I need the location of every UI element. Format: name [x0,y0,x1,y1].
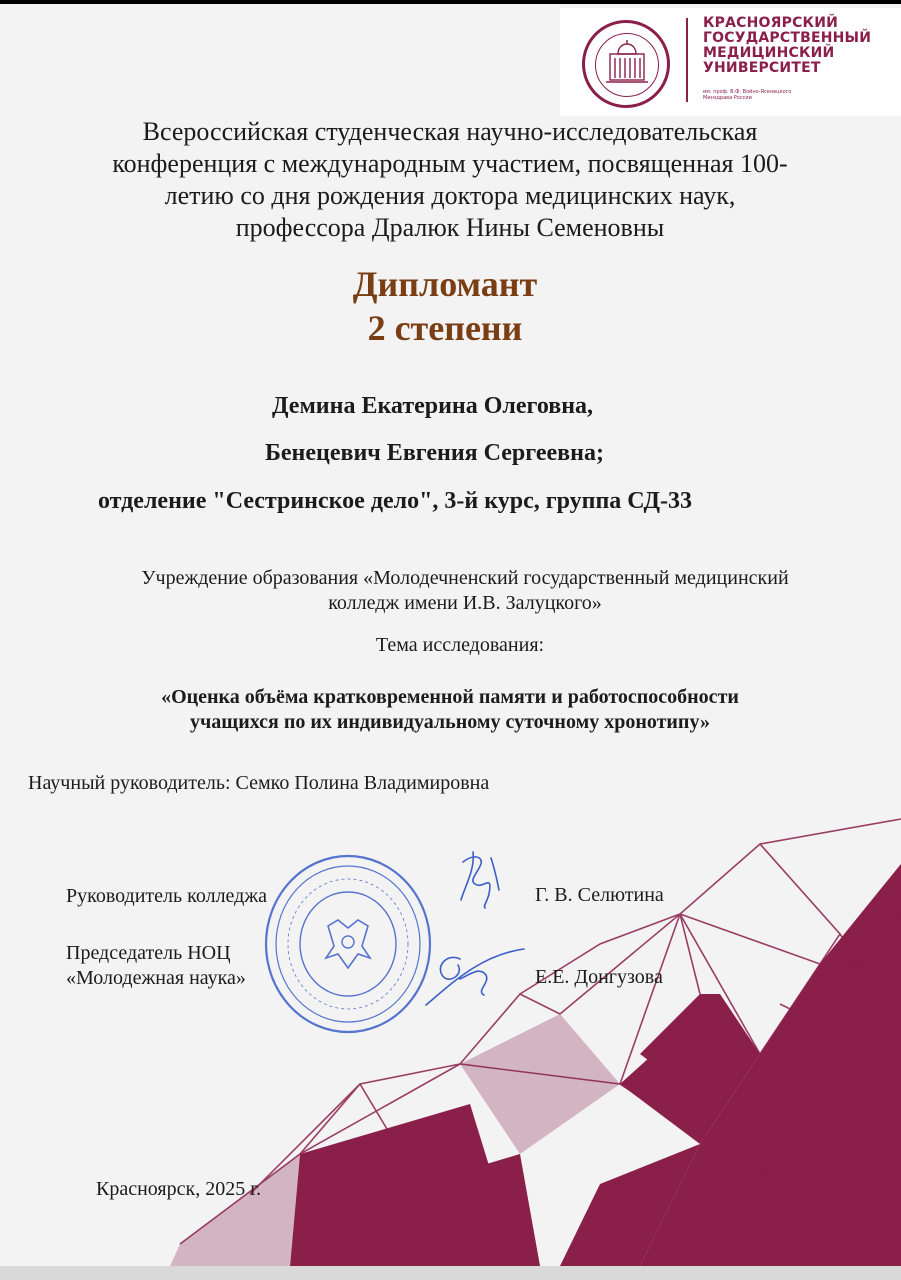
chair-label [66,941,246,991]
award-title-line: Дипломант [352,264,538,304]
official-stamp-icon [262,850,434,1038]
award-title [0,262,890,350]
recipient-name-1: Демина Екатерина Олеговна, [272,393,594,419]
recipient-name-2: Бенецевич Евгения Сергеевна; [265,440,604,466]
research-topic-line: учащихся по их индивидуальному суточному хронотипу» [190,711,710,733]
university-emblem-inner-ring [595,33,659,97]
research-topic [20,685,880,735]
chair-label-line: Председатель НОЦ [66,942,231,964]
building-icon [596,34,658,96]
conference-title-line: летию со дня рождения доктора медицинских наук, [164,181,736,210]
city-date: Красноярск, 2025 г. [96,1178,262,1200]
director-signature-icon [455,850,505,910]
university-subtitle [703,89,791,101]
university-subtitle-line: Минздрава России [703,95,752,101]
university-name-line: ГОСУДАРСТВЕННЫЙ [703,30,872,46]
conference-title-line: профессора Дралюк Нины Семеновны [235,213,665,242]
supervisor: Научный руководитель: Семко Полина Владимировна [28,772,490,794]
institution-name [50,566,880,616]
conference-title-line: конференция с международным участием, посвященная 100- [112,149,788,178]
university-subtitle-line: им. проф. В.Ф. Войно-Ясенецкого [703,89,792,95]
university-name [703,16,871,76]
university-emblem-icon [582,20,670,108]
institution-name-line: колледж имени И.В. Залуцкого» [328,592,602,614]
director-label: Руководитель колледжа [66,885,268,907]
university-name-line: МЕДИЦИНСКИЙ [703,45,835,61]
logo-separator [686,18,688,102]
conference-title-line: Всероссийская студенческая научно-исследовательская [142,117,758,146]
research-topic-label: Тема исследования: [375,634,545,656]
university-name-line: УНИВЕРСИТЕТ [703,60,821,76]
chair-label-line: «Молодежная наука» [66,967,246,989]
chair-signature-icon [420,945,530,1010]
research-topic-line: «Оценка объёма кратковременной памяти и работоспособности [161,686,739,708]
conference-title [20,116,880,244]
chair-name: Е.Е. Донгузова [535,966,663,988]
bottom-bar [0,1266,901,1280]
institution-name-line: Учреждение образования «Молодечненский государственный медицинский [141,567,789,589]
award-degree-line: 2 степени [367,308,523,348]
director-name: Г. В. Селютина [535,884,664,906]
recipient-department: отделение "Сестринское дело", 3-й курс, группа СД-33 [98,488,692,514]
university-name-line: КРАСНОЯРСКИЙ [703,15,839,31]
